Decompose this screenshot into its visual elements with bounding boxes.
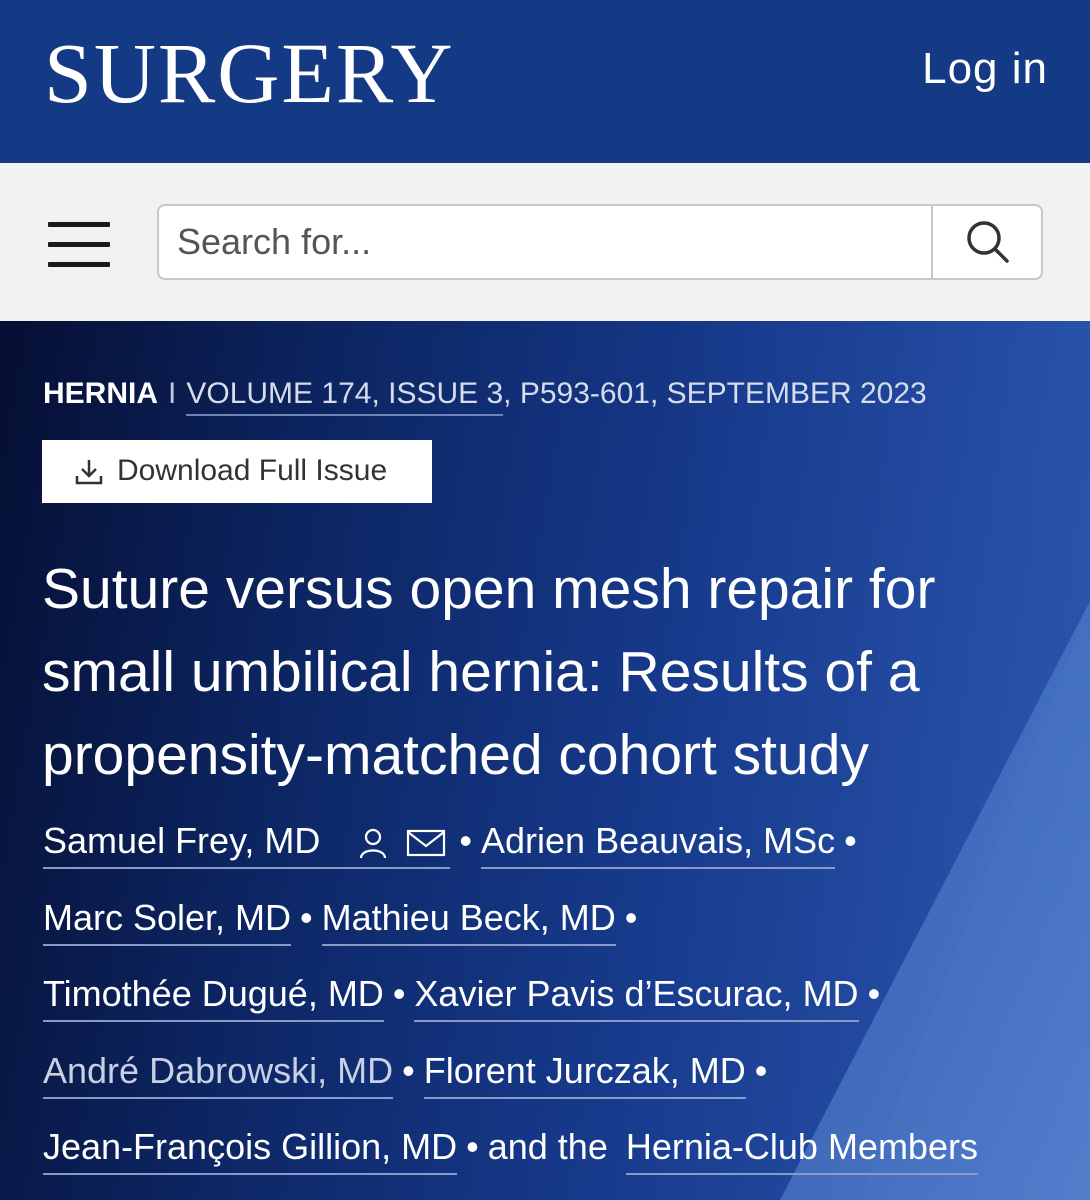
author-link[interactable]: Jean-François Gillion, MD [43, 1126, 457, 1175]
article-meta [43, 377, 927, 411]
hamburger-menu-icon[interactable] [48, 222, 112, 268]
author-link[interactable]: Timothée Dugué, MD [43, 973, 384, 1022]
author-link[interactable]: Mathieu Beck, MD [322, 897, 616, 946]
journal-logo[interactable]: SURGERY [44, 25, 455, 121]
search-button[interactable] [931, 206, 1041, 278]
search-input[interactable] [159, 206, 935, 278]
download-icon [74, 458, 104, 486]
author-contact-icons [320, 820, 450, 869]
author-separator: • [392, 973, 406, 1014]
meta-divider: I [168, 377, 177, 410]
author-separator: • [300, 897, 313, 938]
person-icon[interactable] [356, 826, 390, 860]
article-title: Suture versus open mesh repair for small umbilical hernia: Results of a propensity-matched cohort study [42, 557, 936, 787]
download-label: Download Full Issue [117, 454, 388, 487]
download-full-issue-button[interactable] [42, 440, 432, 503]
login-link[interactable]: Log in [922, 44, 1048, 93]
hernia-club-link[interactable]: Hernia-Club Members [626, 1126, 978, 1175]
pages-date: , P593-601, SEPTEMBER 2023 [503, 377, 927, 410]
author-separator: • [844, 820, 857, 861]
author-link[interactable]: Adrien Beauvais, MSc [481, 820, 835, 869]
section-label[interactable]: HERNIA [43, 377, 159, 410]
and-the-text: and the [487, 1126, 608, 1167]
author-separator: • [466, 1126, 479, 1167]
volume-issue-link[interactable]: VOLUME 174, ISSUE 3 [186, 377, 503, 416]
author-link[interactable]: André Dabrowski, MD [43, 1050, 393, 1099]
author-link[interactable]: Marc Soler, MD [43, 897, 291, 946]
top-header [0, 0, 1090, 163]
author-separator: • [867, 973, 881, 1014]
author-separator: • [624, 897, 638, 938]
envelope-icon[interactable] [404, 826, 450, 860]
search-box [157, 204, 1043, 280]
author-separator: • [402, 1050, 415, 1091]
author-link[interactable]: Xavier Pavis d’Escurac, MD [414, 973, 858, 1022]
author-link[interactable]: Florent Jurczak, MD [424, 1050, 746, 1099]
author-separator: • [754, 1050, 768, 1091]
magnifier-icon [933, 206, 1043, 278]
author-link[interactable]: Samuel Frey, MD [43, 820, 320, 869]
author-separator: • [459, 820, 472, 861]
